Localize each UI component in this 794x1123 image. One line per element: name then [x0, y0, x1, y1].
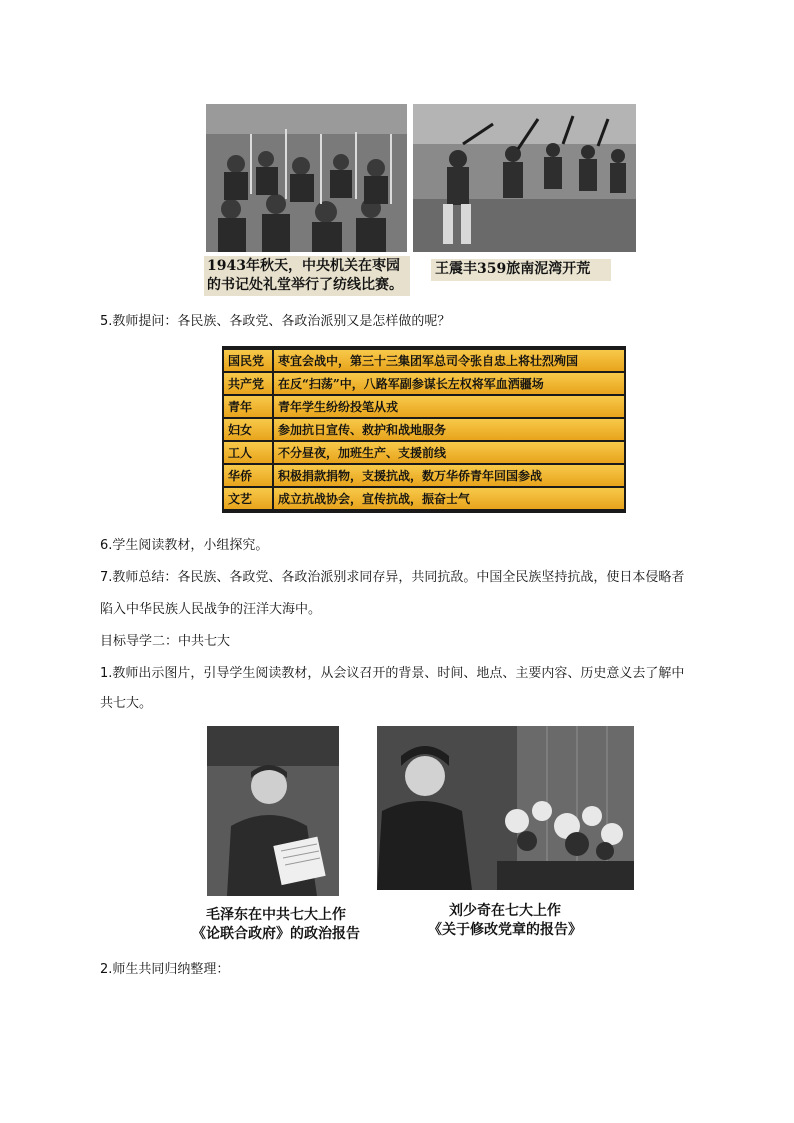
caption-line: 《论联合政府》的政治报告 [192, 926, 360, 942]
group-description: 枣宜会战中，第三十三集团军总司令张自忠上将壮烈殉国 [274, 350, 624, 371]
group-category: 共产党 [224, 373, 274, 394]
question-5: 5.教师提问：各民族、各政党、各政治派别又是怎样做的呢？ [100, 314, 451, 329]
table-row [224, 396, 624, 417]
paragraph-7-line1: 7.教师总结：各民族、各政党、各政治派别求同存异，共同抗敌。中国全民族坚持抗战，使日本侵略者 [100, 570, 685, 585]
group-description: 参加抗日宣传、救护和战地服务 [274, 419, 624, 440]
spinning-contest-caption [204, 256, 410, 296]
table-row [224, 465, 624, 486]
liu-shaoqi-photo [377, 726, 634, 890]
table-row [224, 488, 624, 509]
group-description: 在反“扫荡”中，八路军副参谋长左权将军血洒疆场 [274, 373, 624, 394]
caption-line: 的书记处礼堂举行了纺线比赛。 [207, 277, 403, 293]
caption-line: 毛泽东在中共七大上作 [206, 907, 346, 923]
group-description: 成立抗战协会，宣传抗战，振奋士气 [274, 488, 624, 509]
paragraph-6: 6.学生阅读教材，小组探究。 [100, 538, 269, 553]
liu-caption [405, 902, 605, 940]
table-row [224, 350, 624, 371]
spinning-contest-photo [206, 104, 407, 252]
caption-line: 王震丰359旅南泥湾开荒 [435, 261, 591, 277]
group-description: 青年学生纷纷投笔从戎 [274, 396, 624, 417]
table-row [224, 419, 624, 440]
mao-zedong-photo [207, 726, 339, 896]
group-category: 华侨 [224, 465, 274, 486]
paragraph-2: 2.师生共同归纳整理： [100, 962, 230, 977]
group-category: 青年 [224, 396, 274, 417]
group-category: 国民党 [224, 350, 274, 371]
caption-line: 1943年秋天，中央机关在枣园 [207, 258, 400, 274]
group-category: 工人 [224, 442, 274, 463]
table-row [224, 373, 624, 394]
table-row [224, 442, 624, 463]
caption-line: 刘少奇在七大上作 [449, 903, 561, 919]
group-description: 不分昼夜，加班生产、支援前线 [274, 442, 624, 463]
paragraph-1-line1: 1.教师出示图片，引导学生阅读教材，从会议召开的背景、时间、地点、主要内容、历史意义去了解中 [100, 666, 685, 681]
goal-heading-2: 目标导学二：中共七大 [100, 634, 231, 649]
paragraph-7-line2: 陷入中华民族人民战争的汪洋大海中。 [100, 602, 322, 617]
groups-table [222, 346, 626, 513]
group-category: 文艺 [224, 488, 274, 509]
group-description: 积极捐款捐物，支援抗战，数万华侨青年回国参战 [274, 465, 624, 486]
group-category: 妇女 [224, 419, 274, 440]
paragraph-1-line2: 共七大。 [100, 696, 153, 711]
caption-line: 《关于修改党章的报告》 [428, 922, 582, 938]
nanniwan-photo [413, 104, 636, 252]
mao-caption [176, 906, 376, 944]
nanniwan-caption [431, 259, 611, 281]
